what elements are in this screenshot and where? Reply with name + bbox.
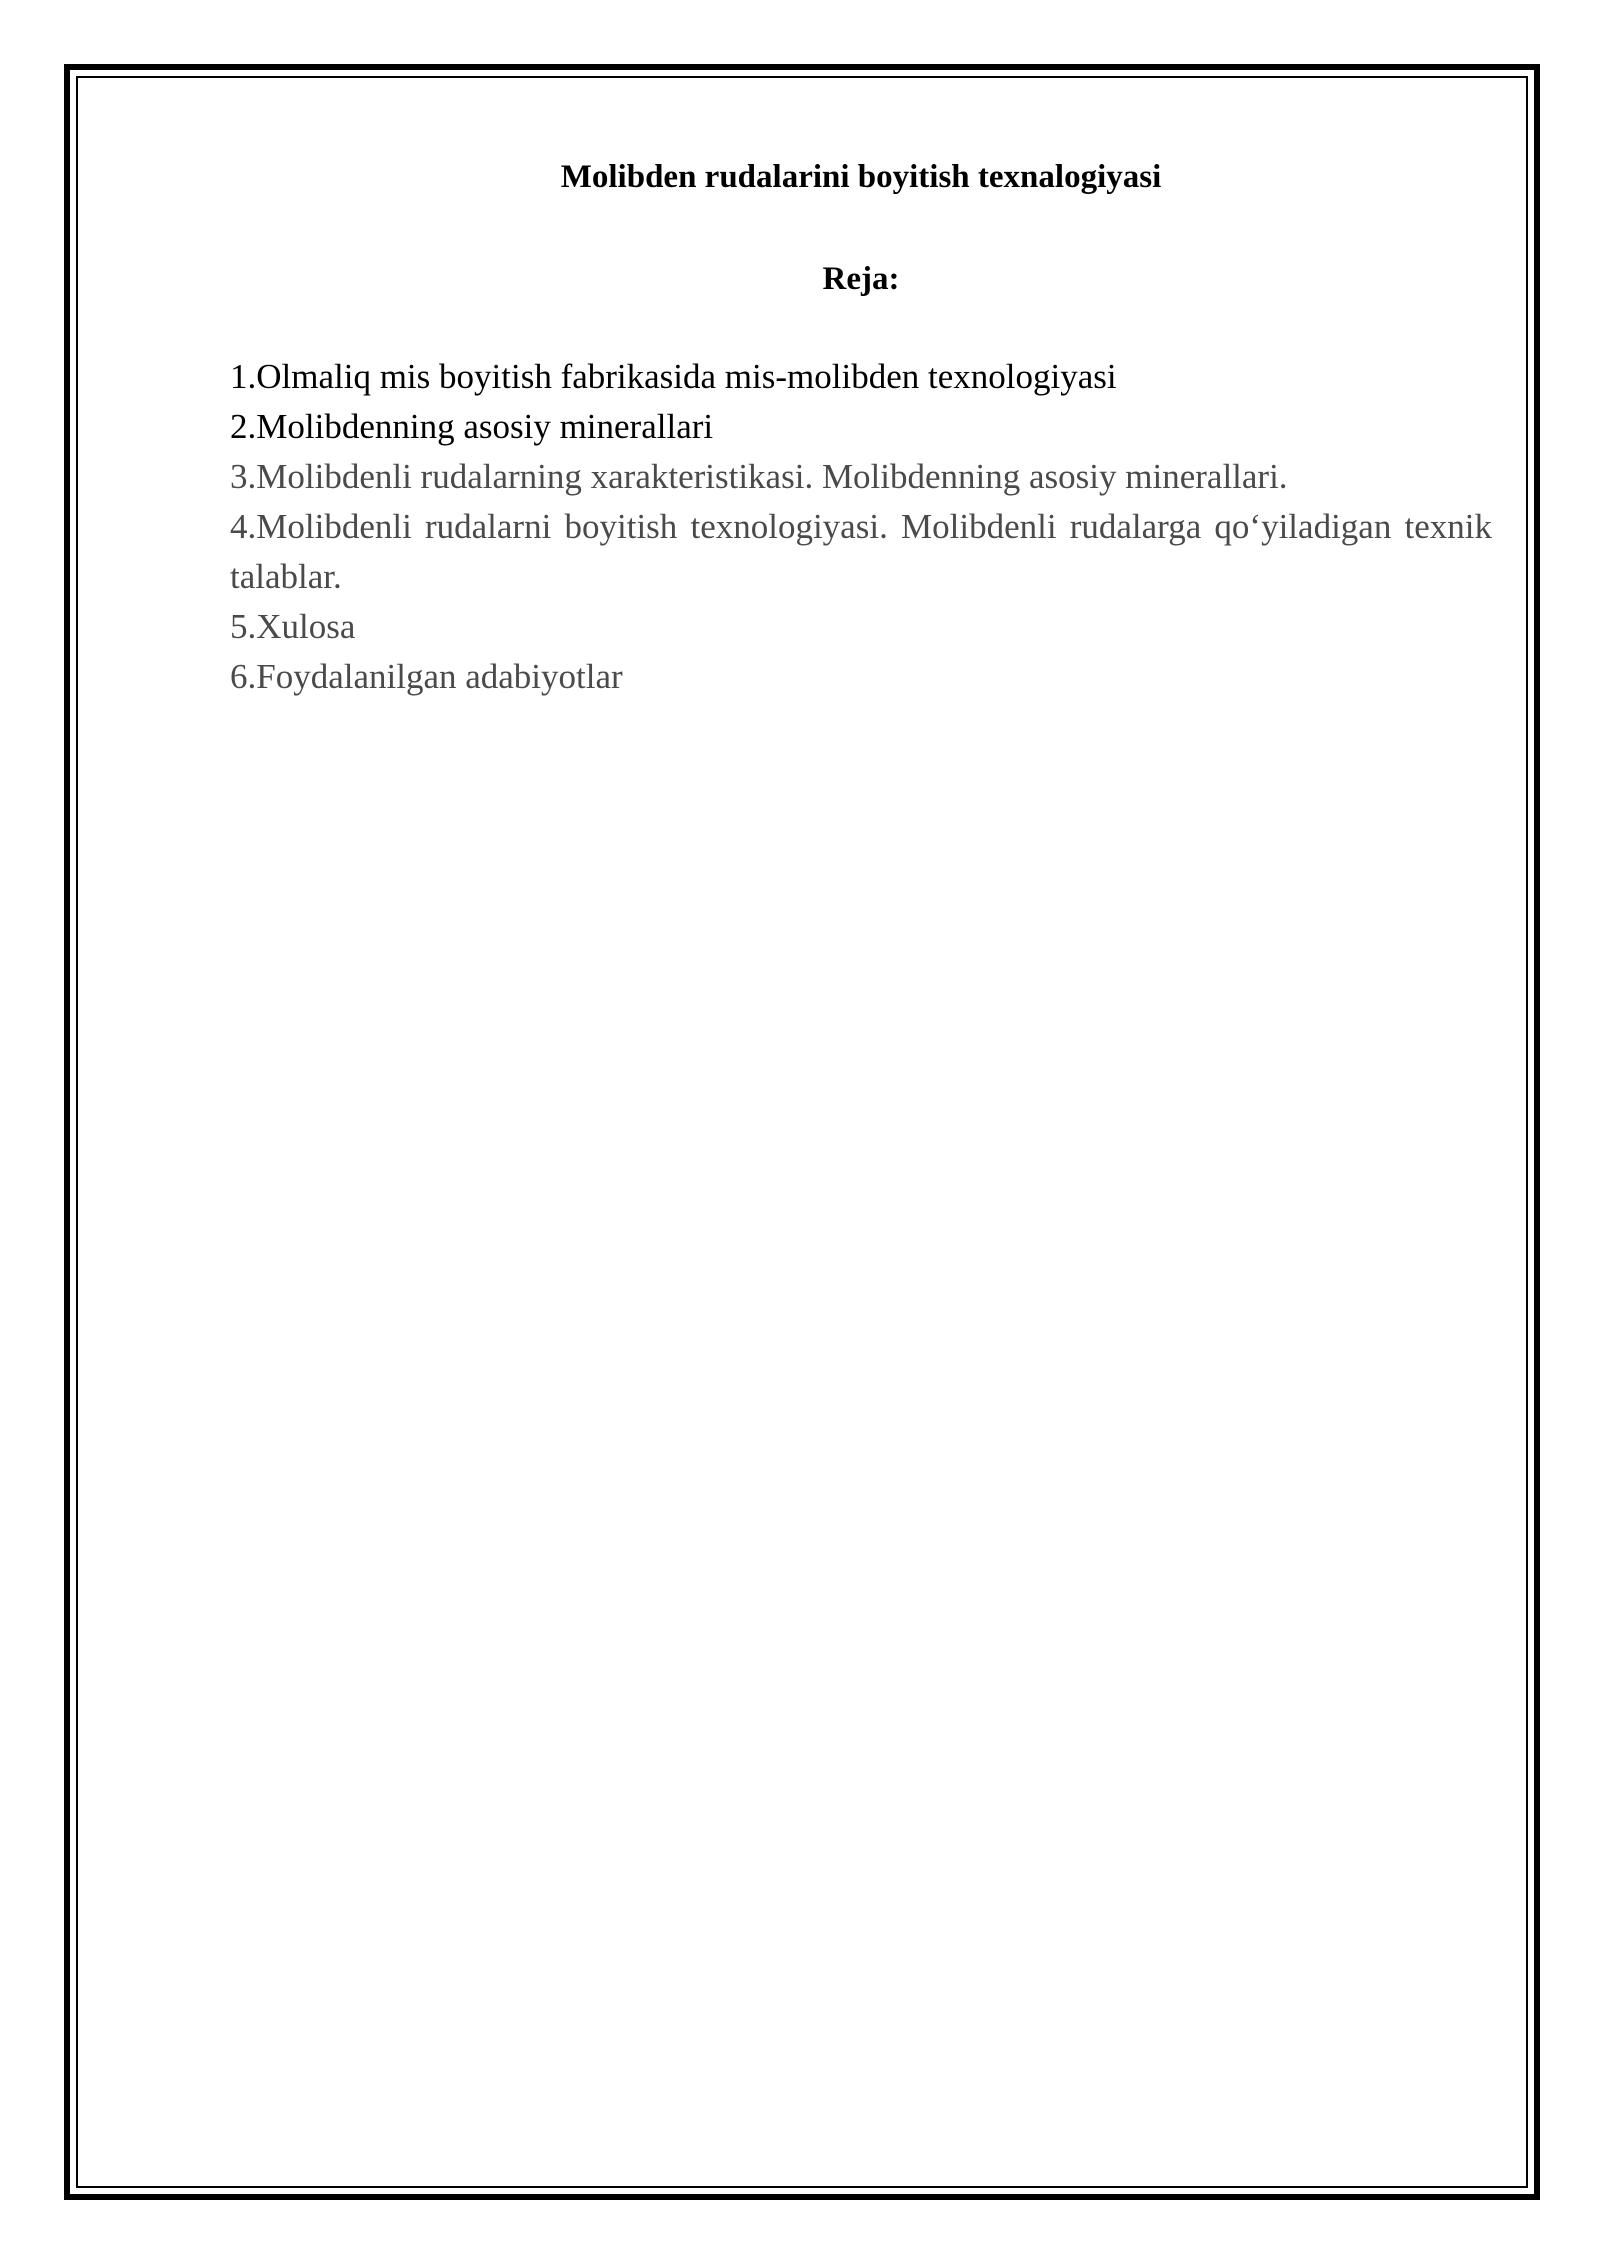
plan-item-6: 6.Foydalanilgan adabiyotlar bbox=[230, 657, 623, 696]
plan-item-2: 2.Molibdenning asosiy minerallari bbox=[230, 407, 714, 446]
plan-item-5: 5.Xulosa bbox=[230, 607, 356, 646]
page-content bbox=[230, 150, 1492, 702]
plan-list bbox=[230, 352, 1492, 702]
document-title: Molibden rudalarini boyitish texnalogiyasi bbox=[560, 159, 1162, 195]
plan-item-4: 4.Molibdenli rudalarni boyitish texnologiyasi. Molibdenli rudalarga qo‘yiladigan texnik talablar. bbox=[230, 507, 1492, 596]
plan-item-1: 1.Olmaliq mis boyitish fabrikasida mis-molibden texnologiyasi bbox=[230, 357, 1117, 396]
plan-heading: Reja: bbox=[822, 261, 900, 297]
plan-item-3: 3.Molibdenli rudalarning xarakteristikasi. Molibdenning asosiy minerallari. bbox=[230, 457, 1288, 496]
